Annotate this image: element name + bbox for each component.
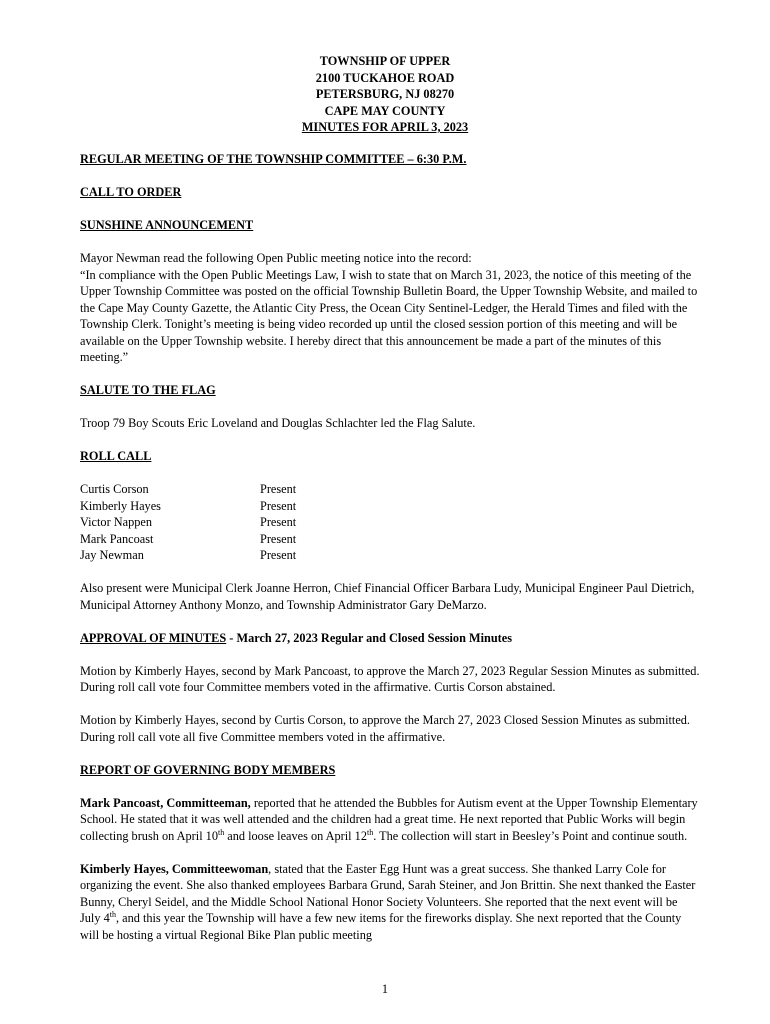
- roll-call-row: [80, 514, 700, 531]
- page-number: 1: [381, 982, 389, 996]
- member-name: Jay Newman: [80, 548, 144, 562]
- header-minutes-title: MINUTES FOR APRIL 3, 2023: [301, 120, 469, 134]
- report-hayes: [80, 861, 700, 944]
- flag-text: Troop 79 Boy Scouts Eric Loveland and Douglas Schlachter led the Flag Salute.: [80, 416, 476, 430]
- member-name: Mark Pancoast: [80, 531, 154, 546]
- document-header: [0, 53, 770, 136]
- member-name: Curtis Corson: [80, 482, 149, 496]
- meeting-heading: REGULAR MEETING OF THE TOWNSHIP COMMITTEE – 6:30 P.M.: [80, 152, 467, 166]
- roll-call-row: [80, 498, 700, 515]
- flag-heading: SALUTE TO THE FLAG: [80, 383, 216, 397]
- member-name: Kimberly Hayes: [80, 498, 161, 513]
- approval-heading: APPROVAL OF MINUTES: [80, 630, 227, 645]
- document-body: [80, 151, 700, 943]
- sunshine-heading: SUNSHINE ANNOUNCEMENT: [80, 218, 254, 232]
- member-name: Victor Nappen: [80, 515, 152, 529]
- hayes-text-b: , and this year the Township will have a few new items for the fireworks display. She next reported that the County will be hosting a virtual Regional Bike Plan public meeting: [80, 911, 682, 942]
- pancoast-text-b: and loose leaves on April 12: [224, 828, 367, 843]
- member-status: Present: [260, 482, 297, 496]
- hayes-text-a: , stated that the Easter Egg Hunt was a great success. She thanked Larry Cole for organizing the event. She also thanked employees Barbara Grund, Sarah Steiner, and Jon Brittin. She next thanked the Easter Bunny, Cheryl Seidel, and the Middle School National Honor Society Volunteers. She reported that the next event will be July 4: [80, 861, 696, 925]
- member-status: Present: [260, 515, 297, 529]
- header-address: 2100 TUCKAHOE ROAD: [315, 70, 455, 85]
- pancoast-text-a: reported that he attended the Bubbles for Autism event at the Upper Township Elementary School. He stated that it was well attended and the children had a great time. He next reported that Public Works will begin collecting brush on April 10: [80, 795, 698, 843]
- hayes-sup-1: th: [109, 909, 116, 919]
- member-status: Present: [260, 531, 297, 546]
- sunshine-intro: Mayor Newman read the following Open Public meeting notice into the record:: [80, 251, 472, 265]
- roll-call-row: [80, 531, 700, 548]
- report-pancoast: [80, 795, 700, 845]
- roll-call-row: [80, 547, 700, 564]
- approval-motion-regular: Motion by Kimberly Hayes, second by Mark Pancoast, to approve the March 27, 2023 Regular Session Minutes as submitted. During roll call vote four Committee members voted in the affirmative. Curtis Corson abstained.: [80, 663, 700, 694]
- header-township: TOWNSHIP OF UPPER: [319, 54, 451, 68]
- header-county: CAPE MAY COUNTY: [324, 103, 446, 118]
- report-heading: REPORT OF GOVERNING BODY MEMBERS: [80, 762, 336, 777]
- member-status: Present: [260, 548, 297, 562]
- pancoast-sup-1: th: [217, 827, 225, 837]
- approval-heading-line: [80, 630, 700, 647]
- member-status: Present: [260, 498, 297, 513]
- header-city: PETERSBURG, NJ 08270: [315, 87, 455, 101]
- sunshine-notice: “In compliance with the Open Public Meetings Law, I wish to state that on March 31, 2023, the notice of this meeting of the Upper Township Committee was posted on the official Township Bulletin Board, the Upper Township Website, and mailed to the Cape May County Gazette, the Atlantic City Press, the Ocean City Sentinel-Ledger, the Herald Times and filed with the Township Clerk. Tonight’s meeting is being video recorded up until the closed session portion of this meeting and will be available on the Upper Township website. I hereby direct that this announcement be made a part of the minutes of this meeting.”: [80, 267, 698, 364]
- roll-call-list: [80, 481, 700, 564]
- roll-call-heading: ROLL CALL: [80, 449, 152, 463]
- also-present-text: Also present were Municipal Clerk Joanne Herron, Chief Financial Officer Barbara Ludy, Municipal Engineer Paul Dietrich, Municipal Attorney Anthony Monzo, and Township Administrator Gary DeMarzo.: [80, 581, 695, 612]
- approval-heading-rest: - March 27, 2023 Regular and Closed Session Minutes: [226, 630, 513, 645]
- pancoast-sup-2: th: [366, 827, 374, 837]
- call-to-order-heading: CALL TO ORDER: [80, 185, 182, 199]
- pancoast-name: Mark Pancoast, Committeeman,: [80, 795, 251, 810]
- hayes-name: Kimberly Hayes, Committeewoman: [80, 861, 269, 876]
- pancoast-text-c: . The collection will start in Beesley’s Point and continue south.: [373, 828, 688, 843]
- roll-call-row: [80, 481, 700, 498]
- approval-motion-closed: Motion by Kimberly Hayes, second by Curtis Corson, to approve the March 27, 2023 Closed Session Minutes as submitted. During roll call vote all five Committee members voted in the affirmative.: [80, 713, 691, 744]
